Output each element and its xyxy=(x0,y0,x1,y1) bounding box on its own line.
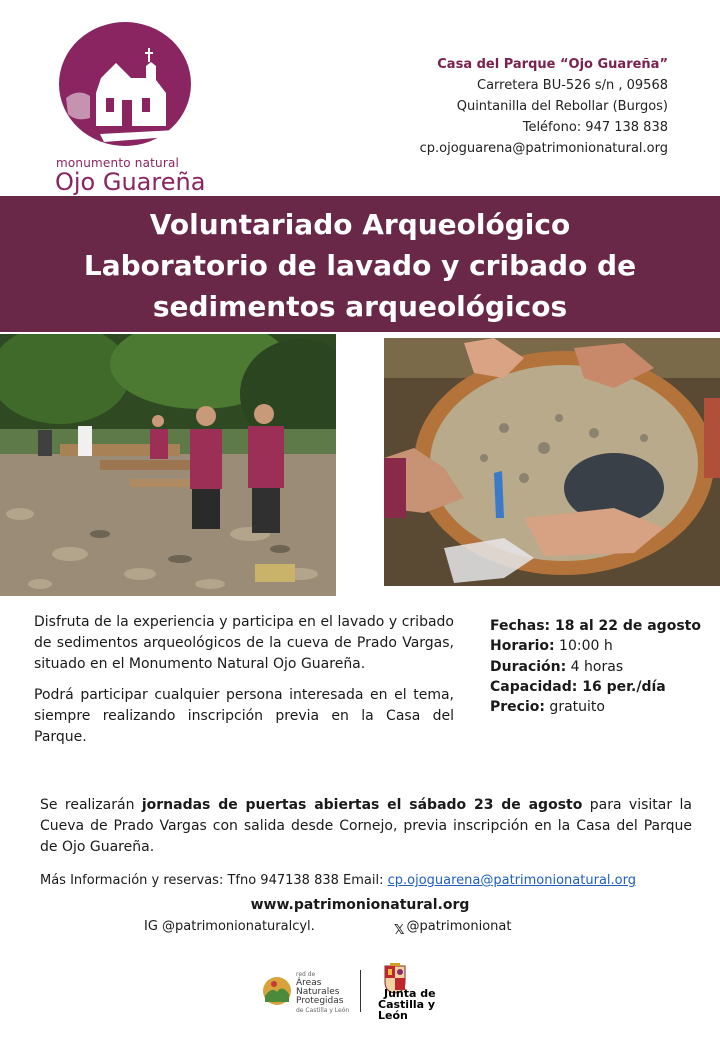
title-line-2: Laboratorio de lavado y cribado de xyxy=(83,249,637,282)
red-areas-naturales-logo xyxy=(262,970,362,1014)
jcyl-text xyxy=(378,988,462,1021)
logo-name: Ojo Guareña xyxy=(55,168,206,196)
logo-divider xyxy=(360,970,361,1012)
x-logo-icon: 𝕏 xyxy=(394,923,405,938)
capacity-label: Capacidad: 16 per./día xyxy=(490,678,666,695)
capacity-line xyxy=(490,677,701,697)
contact-org: Casa del Parque “Ojo Guareña” xyxy=(437,57,668,72)
footer-logos xyxy=(262,962,462,1022)
website-url[interactable]: www.patrimonionatural.org xyxy=(250,897,470,913)
contact-block xyxy=(420,54,668,159)
contact-phone: Teléfono: 947 138 838 xyxy=(522,120,668,135)
rna-line-3: Protegidas xyxy=(296,996,344,1006)
price-value: gratuito xyxy=(544,699,605,716)
title-banner xyxy=(0,196,720,332)
price-label: Precio: xyxy=(490,699,545,716)
time-line xyxy=(490,636,701,656)
protected-areas-icon xyxy=(262,974,292,1008)
rna-small-2: de Castilla y León xyxy=(296,1007,350,1014)
intro-text xyxy=(34,612,454,748)
rna-line-1: Áreas xyxy=(296,978,322,988)
rna-line-2: Naturales xyxy=(296,987,340,997)
duration-line xyxy=(490,657,701,677)
contact-email: cp.ojoguarena@patrimonionatural.org xyxy=(419,141,668,156)
x-handle: @patrimonionat xyxy=(406,919,512,934)
dates-label: Fechas: 18 al 22 de agosto xyxy=(490,618,701,634)
ojo-guarena-logo xyxy=(48,10,218,195)
more-info-prefix: Más Información y reservas: Tfno 947138 838 Email: xyxy=(40,873,388,888)
intro-paragraph-2: Podrá participar cualquier persona interesada en el tema, siempre realizando inscripción previa en la Casa del Parque. xyxy=(34,687,454,745)
open-days-highlight: jornadas de puertas abiertas el sábado 23 de agosto xyxy=(141,797,583,813)
more-info-line xyxy=(40,873,636,888)
x-handle-line xyxy=(394,919,512,938)
rna-text xyxy=(296,970,349,1015)
open-days-after: para visitar la Cueva de Prado Vargas con salida desde Cornejo, previa inscripción en la Casa del Parque de Ojo Guareña. xyxy=(40,797,692,855)
more-info-email-link[interactable]: cp.ojoguarena@patrimonionatural.org xyxy=(387,873,636,888)
price-line xyxy=(490,697,701,717)
time-label: Horario: xyxy=(490,638,555,655)
time-value: 10:00 h xyxy=(554,638,613,655)
duration-value: 4 horas xyxy=(566,658,624,675)
event-details xyxy=(490,616,701,717)
jcyl-line-1: Junta de xyxy=(384,987,436,1000)
contact-road: Carretera BU-526 s/n , 09568 xyxy=(477,78,668,93)
duration-label: Duración: xyxy=(490,658,567,675)
contact-town: Quintanilla del Rebollar (Burgos) xyxy=(456,99,668,114)
title-line-1: Voluntariado Arqueológico xyxy=(149,208,571,241)
logo-subtitle: monumento natural xyxy=(56,156,180,170)
hands-sieve-photo xyxy=(384,338,720,586)
church-emblem-icon xyxy=(56,18,194,150)
rna-small: red de xyxy=(296,971,316,978)
open-days-before: Se realizarán xyxy=(40,797,142,813)
volunteers-riverbank-photo xyxy=(0,334,336,596)
dates-line xyxy=(490,616,701,636)
intro-paragraph-1: Disfruta de la experiencia y participa en el lavado y cribado de sedimentos arqueológicos de la cueva de Prado Vargas, situado en el Monumento Natural Ojo Guareña. xyxy=(34,614,454,672)
open-days-text xyxy=(40,795,692,858)
instagram-handle: IG @patrimonionaturalcyl. xyxy=(144,919,315,934)
jcyl-line-2: Castilla y León xyxy=(378,998,436,1022)
title-line-3: sedimentos arqueológicos xyxy=(152,290,568,323)
